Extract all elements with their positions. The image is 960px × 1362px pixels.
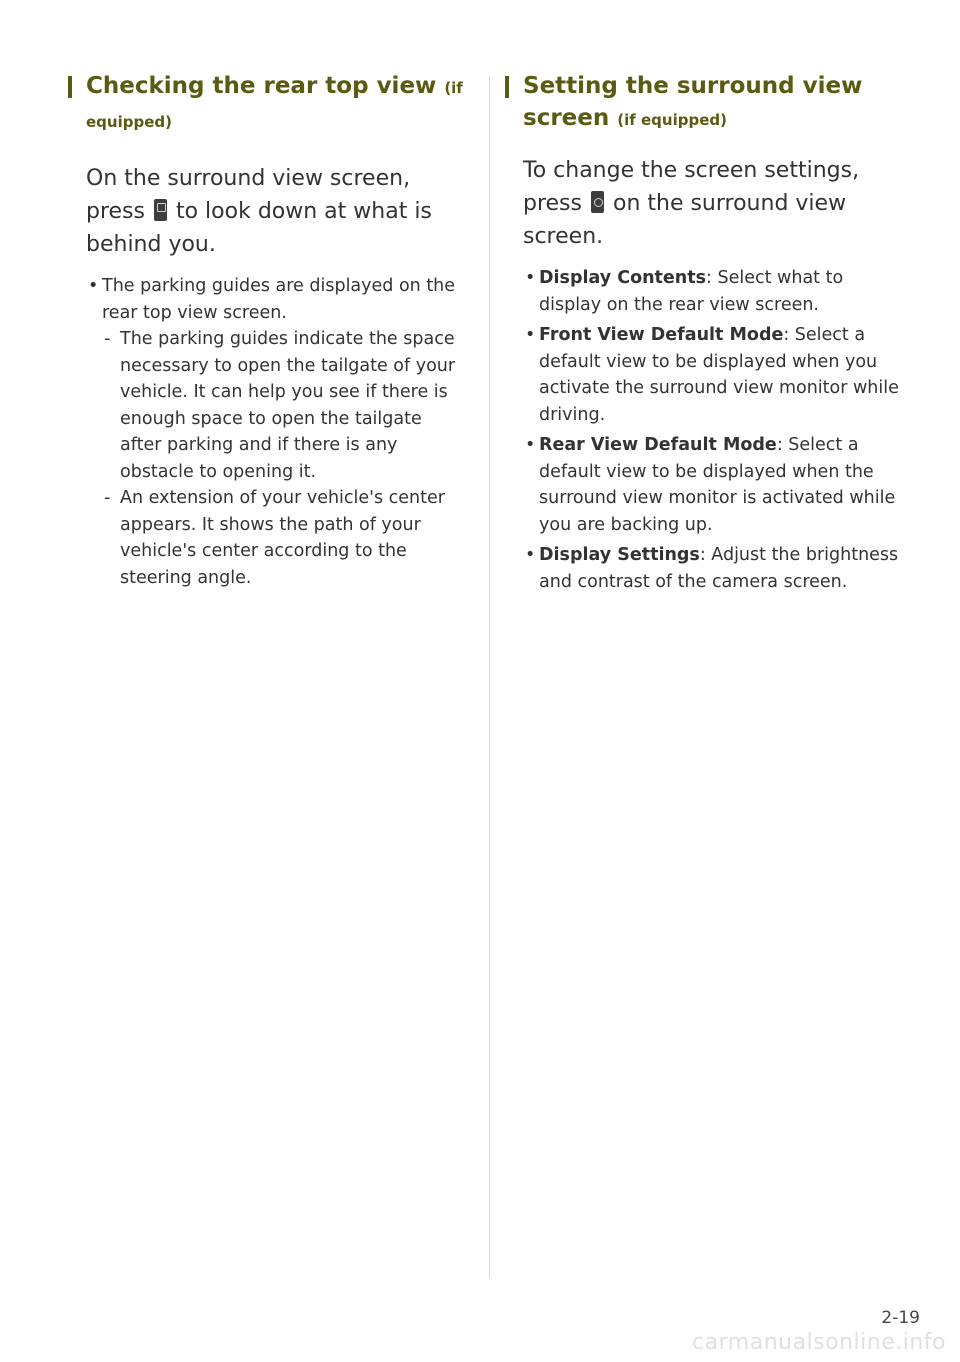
watermark: carmanualsonline.info [692,1330,946,1355]
left-column [86,70,466,595]
right-column [523,70,903,599]
heading-note: (if equipped) [617,111,727,129]
section-heading-surround-view-settings [505,70,903,134]
heading-bar [505,76,509,98]
list-item [523,432,903,538]
sub-list-item: - An extension of your vehicle's center appears. It shows the path of your vehicle's center according to the steering angle. [102,485,466,591]
item-desc: : Select what to display on the rear view screen. [539,268,844,315]
bullet-list [86,273,466,591]
sub-list-item: - The parking guides indicate the space necessary to open the tailgate of your vehicle. It can help you see if there is enough space to open the tailgate after parking and if there is any obstacle to opening it. [102,326,466,485]
settings-list [523,265,903,595]
heading-title: Checking the rear top view [86,73,437,99]
list-item [523,322,903,428]
heading-note-continued: equipped) [86,113,172,131]
heading-title-line1: Setting the surround view [523,73,863,99]
list-item [523,265,903,318]
item-term: Display Settings [539,545,700,565]
item-desc: : Select a default view to be displayed when the surround view monitor is activated while you are backing up. [539,435,896,535]
list-item [86,273,466,591]
settings-icon [591,191,604,213]
item-term: Display Contents [539,268,707,288]
intro-paragraph [86,162,466,261]
item-term: Front View Default Mode [539,325,784,345]
column-divider [489,76,490,1278]
intro-text-before: To change the screen settings, press [523,158,860,216]
item-desc: : Select a default view to be displayed when you activate the surround view monitor while driving. [539,325,899,425]
list-item [523,542,903,595]
heading-note: (if [444,79,463,97]
item-term: Rear View Default Mode [539,435,777,455]
bullet-text: The parking guides are displayed on the rear top view screen. [102,276,456,323]
intro-text-before: On the surround view screen, press [86,166,411,224]
rear-top-view-icon [154,199,167,221]
intro-text-after: on the surround view screen. [523,191,847,249]
intro-paragraph [523,154,903,253]
item-desc: : Adjust the brightness and contrast of the camera screen. [539,545,899,592]
sub-list [102,326,466,591]
heading-title-line2: screen [523,105,610,131]
section-heading-rear-top-view [68,70,466,142]
heading-bar [68,76,72,98]
intro-text-after: to look down at what is behind you. [86,199,432,257]
page-number: 2-19 [881,1308,920,1328]
